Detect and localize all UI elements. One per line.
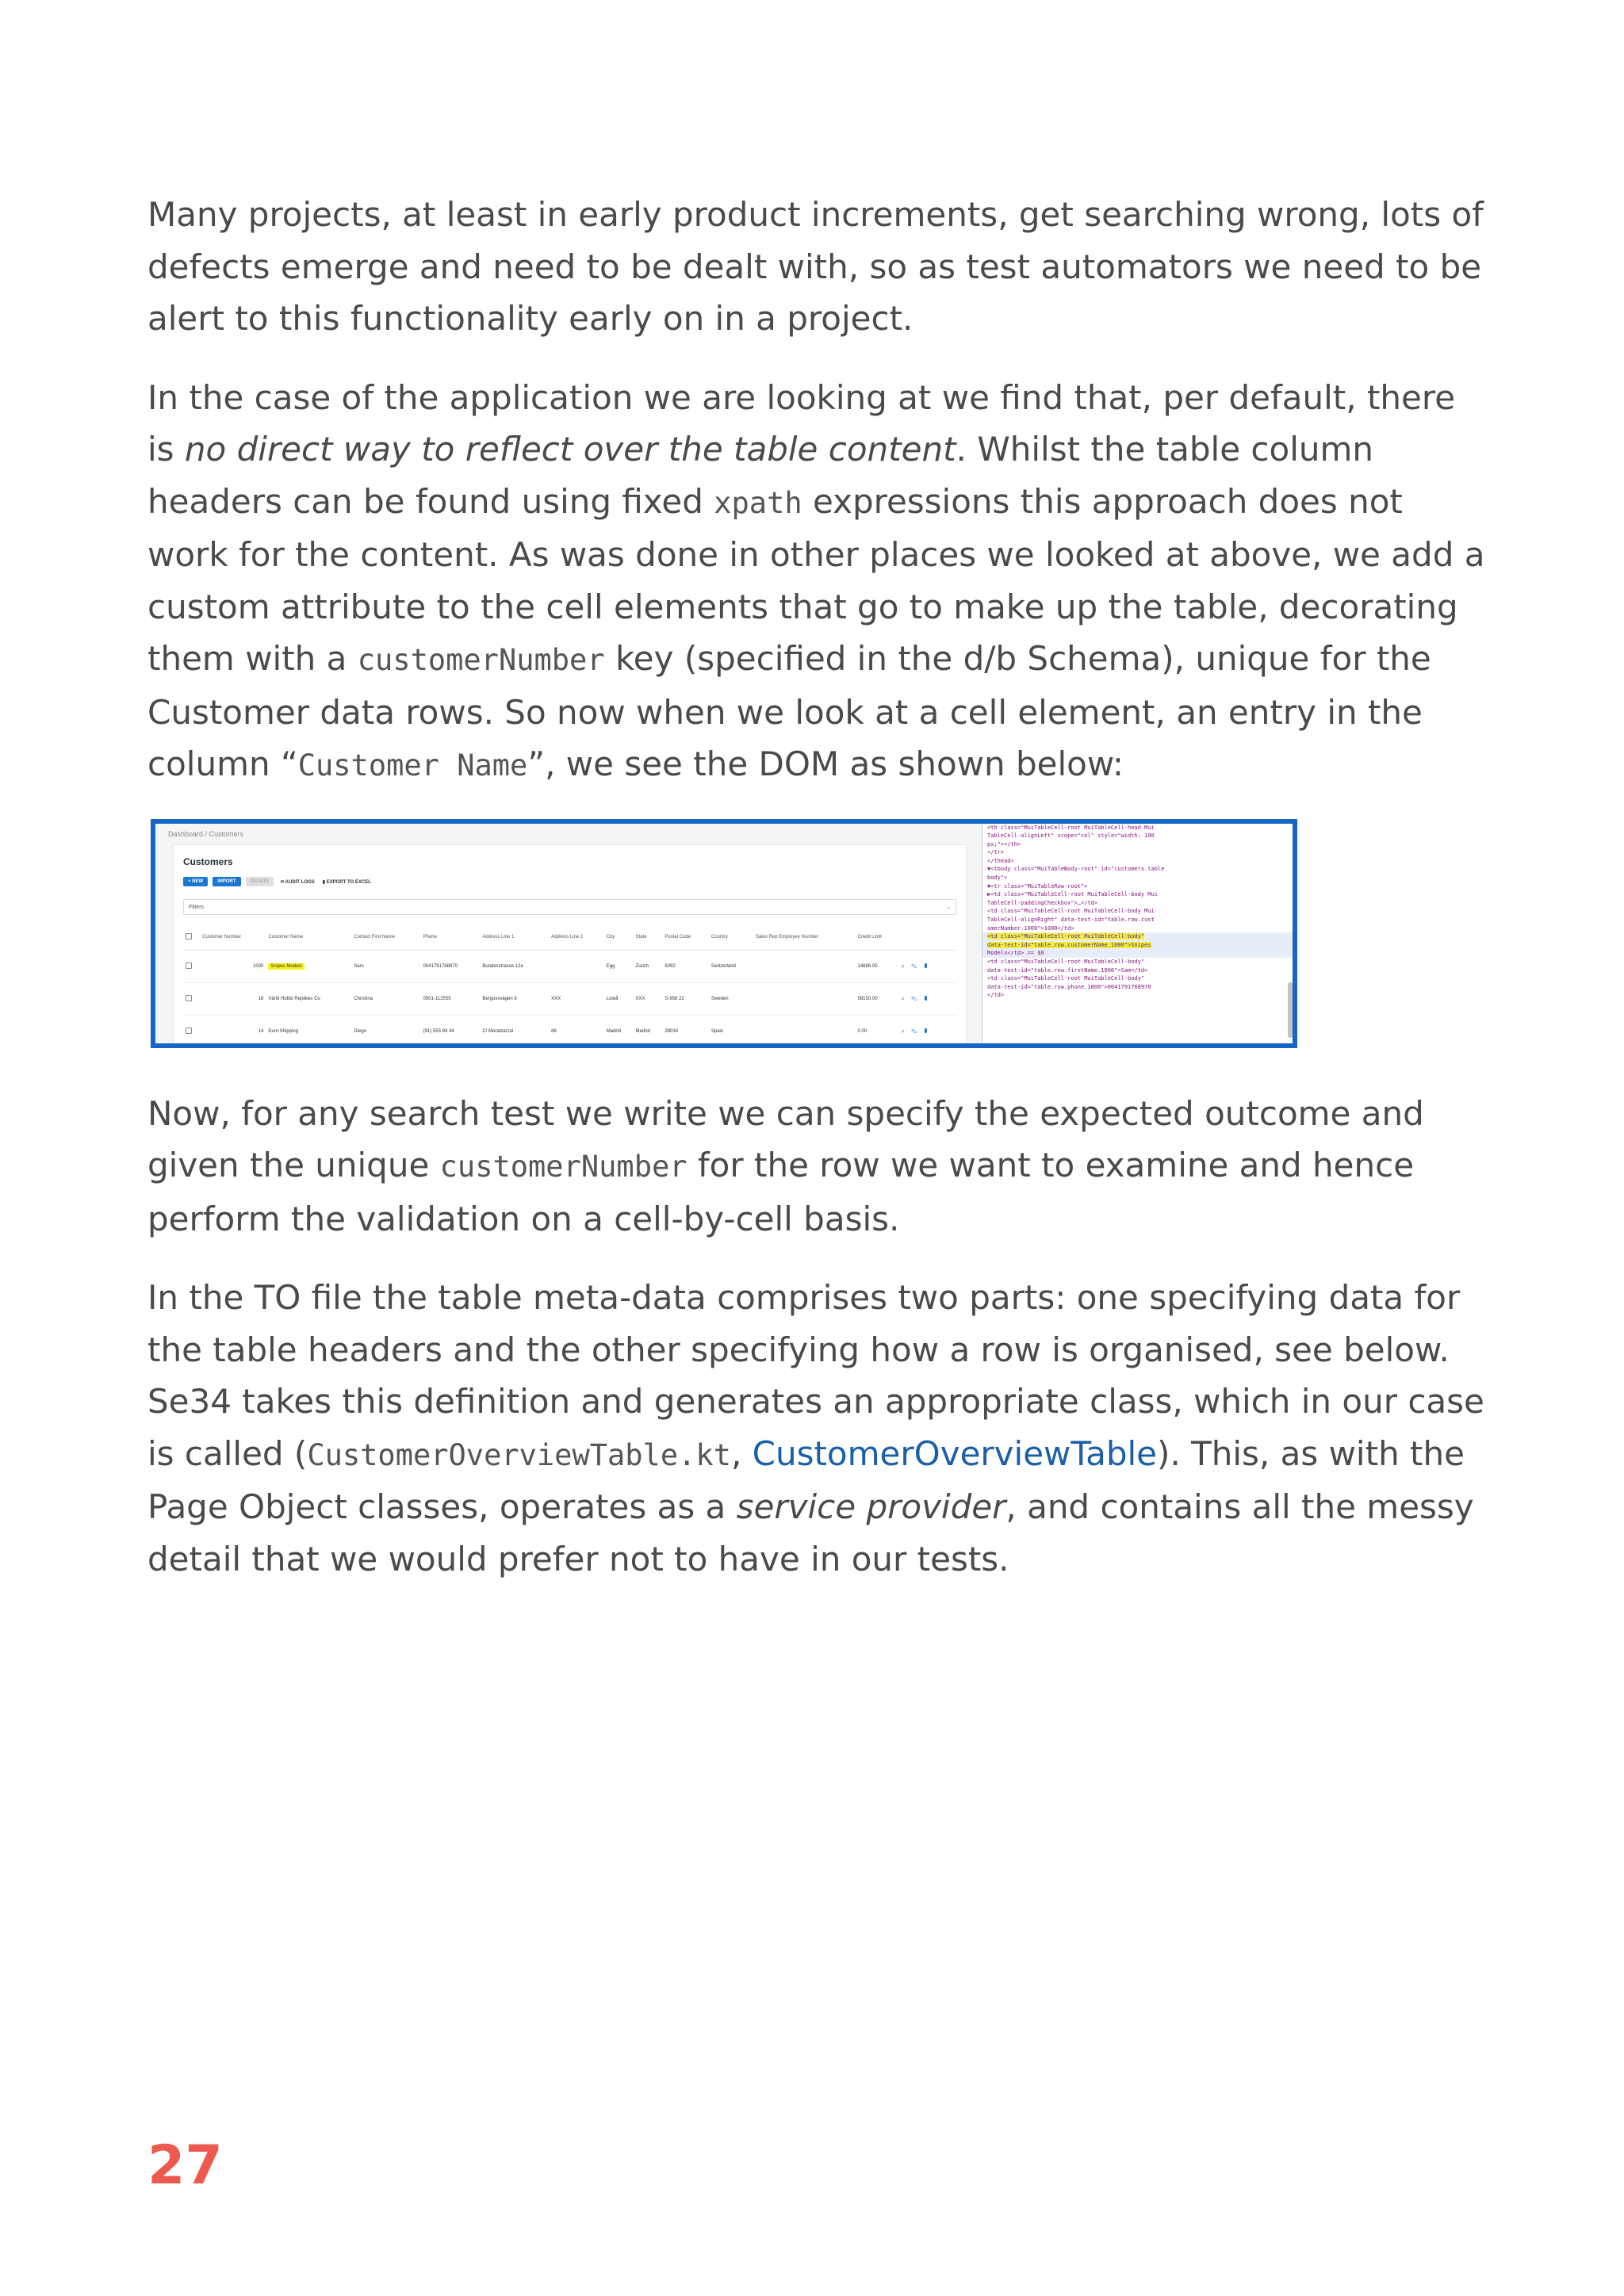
dom-line[interactable]: data-test-id="table.row.firstName.1000">Sam</td> [987, 966, 1148, 974]
page-number: 27 [147, 2134, 223, 2197]
dom-line[interactable]: px;"></th> [987, 840, 1021, 848]
column-header[interactable]: Contact First Name [351, 924, 420, 951]
table-cell: 86 [549, 1015, 604, 1047]
chevron-down-icon: ⌄ [946, 904, 951, 910]
column-header[interactable]: Address Line 1 [480, 924, 549, 951]
row-actions [898, 982, 956, 1015]
table-cell: 0.00 [856, 1015, 899, 1047]
table-row [183, 982, 956, 1015]
highlighted-customer-name: Snipes Models [268, 963, 304, 970]
dom-line[interactable]: </td> [987, 992, 1005, 999]
dom-line[interactable]: <td class="MuiTableCell-root MuiTableCell-body" [987, 975, 1145, 982]
table-cell: Sam [351, 950, 420, 982]
dom-line[interactable]: ▼<tbody class="MuiTableBody-root" id="customers.table. [987, 866, 1168, 873]
emphasis-text: no direct way to reflect over the table content [184, 430, 956, 469]
column-header[interactable]: Customer Name [266, 924, 351, 951]
table-cell: Christina [351, 982, 420, 1015]
customers-card [173, 844, 967, 1048]
table-cell [753, 1015, 856, 1047]
dom-line[interactable]: </thead> [987, 857, 1014, 864]
row-action-icons[interactable]: ⌕✎▮ [901, 994, 935, 1002]
dom-line[interactable]: <td class="MuiTableCell-root MuiTableCell-body Mui [987, 908, 1155, 915]
breadcrumb: Dashboard / Customers [168, 829, 244, 838]
text-run: In the TO file the table meta-data comprises two parts: one specifying data for the table headers and the other specifying how a row is organised, see below. Se34 takes this definition and generates an appropriate class, which in our case is called ( [147, 1278, 1484, 1473]
dom-line[interactable]: data-test-id="table.row.phone.1000">0041791768970 [987, 983, 1151, 990]
toolbar [183, 877, 373, 887]
column-header[interactable]: Sales Rep Employee Number [753, 924, 856, 951]
inline-code-customernumber: customerNumber [357, 643, 605, 677]
table-cell: Luleå [604, 982, 634, 1015]
table-cell: Madrid [604, 1015, 634, 1047]
text-run: for the row we want to examine and hence perform the validation on a cell-by-cell basis. [147, 1146, 1415, 1238]
column-header[interactable]: Address Line 2 [549, 924, 604, 951]
table-cell: Värld Hobbi Replikes Co [266, 982, 351, 1015]
table-cell: S-958 22 [662, 982, 709, 1015]
table-cell: 1000 [200, 950, 266, 982]
table-cell: C/ Moralzarzal [480, 1015, 549, 1047]
filters-panel[interactable] [183, 899, 956, 915]
table-cell: 59150.00 [856, 982, 899, 1015]
table-cell: XXX [549, 982, 604, 1015]
dom-line-selected[interactable] [982, 932, 1297, 941]
text-run: ”, we see the DOM as shown below: [527, 744, 1124, 783]
table-cell: Sweden [709, 982, 753, 1015]
column-header[interactable]: City [604, 924, 634, 951]
import-button[interactable]: IMPORT [213, 877, 240, 886]
inline-code-customer-name: Customer Name [297, 748, 528, 783]
export-label: EXPORT TO EXCEL [326, 879, 371, 885]
column-header[interactable]: Customer Number [200, 924, 266, 951]
history-icon: ⟲ [280, 879, 285, 885]
table-cell: XXX [634, 982, 663, 1015]
devtools-elements-panel [982, 824, 1297, 1043]
table-cell: 14896.00 [856, 950, 899, 982]
table-cell: Berguvsvägen 8 [480, 982, 549, 1015]
row-checkbox[interactable] [183, 1015, 200, 1047]
table-cell: (91) 555 94 44 [421, 1015, 481, 1047]
text-run: Now, for any search test we write we can specify the expected outcome and given the unique [147, 1093, 1424, 1184]
inline-code-filename: CustomerOverviewTable.kt [307, 1437, 731, 1472]
row-checkbox[interactable] [183, 982, 200, 1015]
scrollbar[interactable] [1288, 982, 1293, 1038]
select-all-checkbox[interactable] [183, 924, 200, 951]
delete-button[interactable]: DELETE [246, 877, 274, 886]
dom-line[interactable]: <th class="MuiTableCell-root MuiTableCell-head Mui [987, 824, 1155, 831]
dom-line[interactable]: <td class="MuiTableCell-root MuiTableCell-body" [987, 959, 1145, 965]
text-run: , [730, 1433, 753, 1473]
table-cell [753, 982, 856, 1015]
text-run: . Whilst the table column headers can be found using fixed [147, 430, 1374, 521]
table-row [183, 950, 956, 982]
table-header-row [183, 924, 956, 951]
table-cell: Euro Shipping [266, 1015, 351, 1047]
dom-line-selected[interactable]: Models</td> == $0 [982, 949, 1297, 958]
row-actions [898, 1015, 956, 1047]
dom-line[interactable]: omerNumber.1000">1000</td> [987, 924, 1074, 932]
inline-code-xpath: xpath [714, 485, 802, 520]
text-run: In the case of the application we are looking at we find that, per default, there is [147, 377, 1456, 469]
table-cell: 0501-112555 [421, 982, 481, 1015]
text-run: ). This, as with the Page Object classes, operates as a [147, 1433, 1465, 1526]
new-button[interactable]: + NEW [183, 877, 208, 886]
customers-app-screenshot [155, 824, 980, 1043]
text-run: expressions this approach does not work for the content. As was done in other places we looked at above, we add a custom attribute to the cell elements that go to make up the table, decorating them with a [147, 481, 1485, 678]
page-content [147, 189, 1488, 1612]
actions-header [898, 924, 956, 951]
customer-overview-table-link[interactable]: CustomerOverviewTable [752, 1433, 1157, 1473]
paragraph-1-text: Many projects, at least in early product increments, get searching wrong, lots of defects emerge and need to be dealt with, so as test automators we need to be alert to this functionality early on in a project. [147, 195, 1484, 338]
table-cell: Bundesstrasse 12a [480, 950, 549, 982]
file-icon: ▮ [322, 879, 327, 885]
customers-table [183, 924, 956, 1048]
emphasis-text: service provider [736, 1487, 1006, 1526]
dom-line[interactable]: TableCell-paddingCheckbox">…</td> [987, 899, 1098, 906]
dom-line[interactable]: body"> [987, 874, 1008, 882]
table-cell: Egg [604, 950, 634, 982]
table-cell: Switzerland [709, 950, 753, 982]
export-button[interactable] [321, 877, 373, 887]
paragraph-1 [147, 189, 1488, 345]
table-cell-highlighted [266, 950, 351, 982]
text-run: key (specified in the d/b Schema), unique for the Customer data rows. So now when we look at a cell element, an entry in the column “ [147, 639, 1431, 783]
audit-logs-label: AUDIT LOGS [285, 879, 315, 885]
dom-line[interactable]: TableCell-alignLeft" scope="col" style="width: 100 [987, 832, 1155, 840]
row-checkbox[interactable] [183, 950, 200, 982]
audit-logs-button[interactable] [278, 877, 316, 887]
dom-line[interactable]: ▶<td class="MuiTableCell-root MuiTableCell-body Mui [987, 891, 1158, 898]
table-cell: 14 [200, 1015, 266, 1047]
page-title: Customers [183, 855, 233, 867]
table-cell: Zurich [634, 950, 663, 982]
column-header[interactable]: Country [709, 924, 753, 951]
inline-code-customernumber: customerNumber [439, 1150, 688, 1184]
highlighted-dom-line: data-test-id="table.row.customerName.1000">Snipes [987, 941, 1151, 948]
column-header[interactable]: State [634, 924, 663, 951]
table-cell: Spain [709, 1015, 753, 1047]
row-action-icons[interactable]: ⌕✎▮ [901, 962, 935, 970]
table-cell: 28034 [662, 1015, 709, 1047]
table-cell [549, 950, 604, 982]
table-row [183, 1015, 956, 1047]
paragraph-4 [147, 1272, 1488, 1585]
column-header[interactable]: Postal Code [662, 924, 709, 951]
text-run: , and contains all the messy detail that we would prefer not to have in our tests. [147, 1487, 1474, 1578]
filters-label: Filters [189, 904, 205, 910]
table-cell: 8392 [662, 950, 709, 982]
dom-line[interactable]: TableCell-alignRight" data-test-id="table.row.cust [987, 916, 1155, 924]
paragraph-2 [147, 372, 1488, 792]
column-header[interactable]: Phone [421, 924, 481, 951]
dom-line[interactable]: ▼<tr class="MuiTableRow-root"> [987, 882, 1088, 890]
row-action-icons[interactable]: ⌕✎▮ [901, 1027, 935, 1035]
dom-line-selected[interactable] [982, 941, 1297, 950]
table-cell [753, 950, 856, 982]
table-cell: Diego [351, 1015, 420, 1047]
paragraph-3 [147, 1088, 1488, 1246]
dom-screenshot-figure [151, 819, 1297, 1048]
dom-line[interactable]: </tr> [987, 849, 1005, 856]
column-header[interactable]: Credit Limit [856, 924, 899, 951]
highlighted-dom-line: <td class="MuiTableCell-root MuiTableCell-body" [987, 933, 1145, 940]
row-actions [898, 950, 956, 982]
table-cell: 0041791768970 [421, 950, 481, 982]
table-cell: Madrid [634, 1015, 663, 1047]
table-cell: 16 [200, 982, 266, 1015]
